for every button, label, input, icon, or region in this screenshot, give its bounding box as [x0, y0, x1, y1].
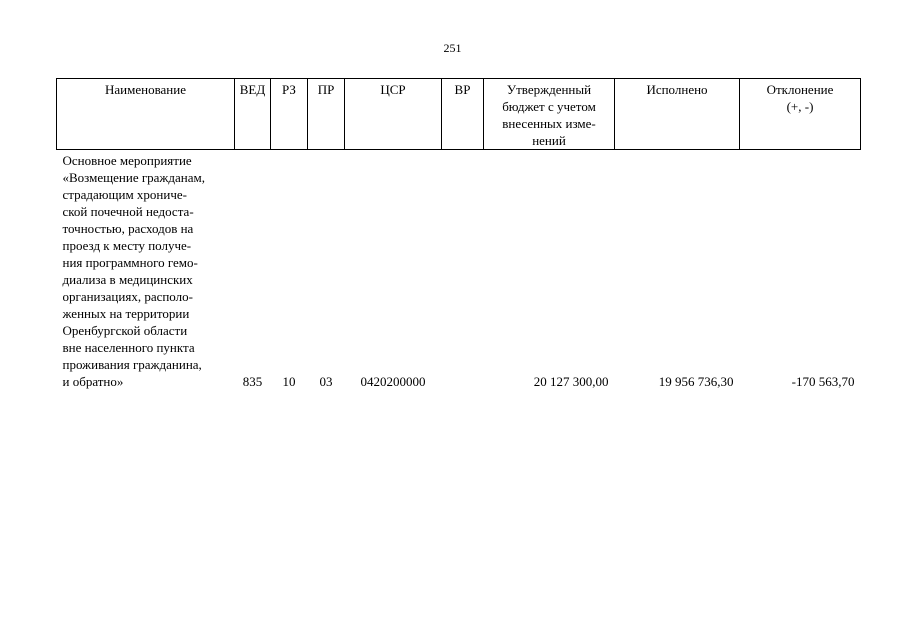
row-ved: 835 [242, 374, 263, 389]
row-csr: 0420200000 [360, 374, 426, 389]
header-name: Наименование [57, 79, 235, 150]
table-header-row [57, 79, 861, 150]
row-executed: 19 956 736,30 [658, 374, 734, 389]
header-ved: ВЕД [235, 79, 271, 150]
row-pr: 03 [319, 374, 333, 389]
header-rz: РЗ [271, 79, 308, 150]
page-number: 251 [443, 41, 462, 55]
header-deviation: Отклонение (+, -) [740, 79, 861, 150]
budget-table [56, 78, 861, 390]
header-vr: ВР [442, 79, 484, 150]
header-approved-budget: Утвержденный бюджет с учетом внесенных изме- нений [484, 79, 615, 150]
row-approved-budget: 20 127 300,00 [533, 374, 609, 389]
table-row [57, 150, 861, 391]
row-vr [442, 150, 484, 391]
row-rz: 10 [282, 374, 296, 389]
header-csr: ЦСР [345, 79, 442, 150]
row-deviation: -170 563,70 [791, 374, 855, 389]
header-executed: Исполнено [615, 79, 740, 150]
header-pr: ПР [308, 79, 345, 150]
row-name: Основное мероприятие «Возмещение гражданам, страдающим хрониче- ской почечной недоста- точностью, расходов на проезд к месту получе- ния программного гемо- диализа в медицинских организациях, располо- женных на территории Оренбургской области вне населенного пункта проживания гражданина, и обратно» [62, 153, 206, 389]
